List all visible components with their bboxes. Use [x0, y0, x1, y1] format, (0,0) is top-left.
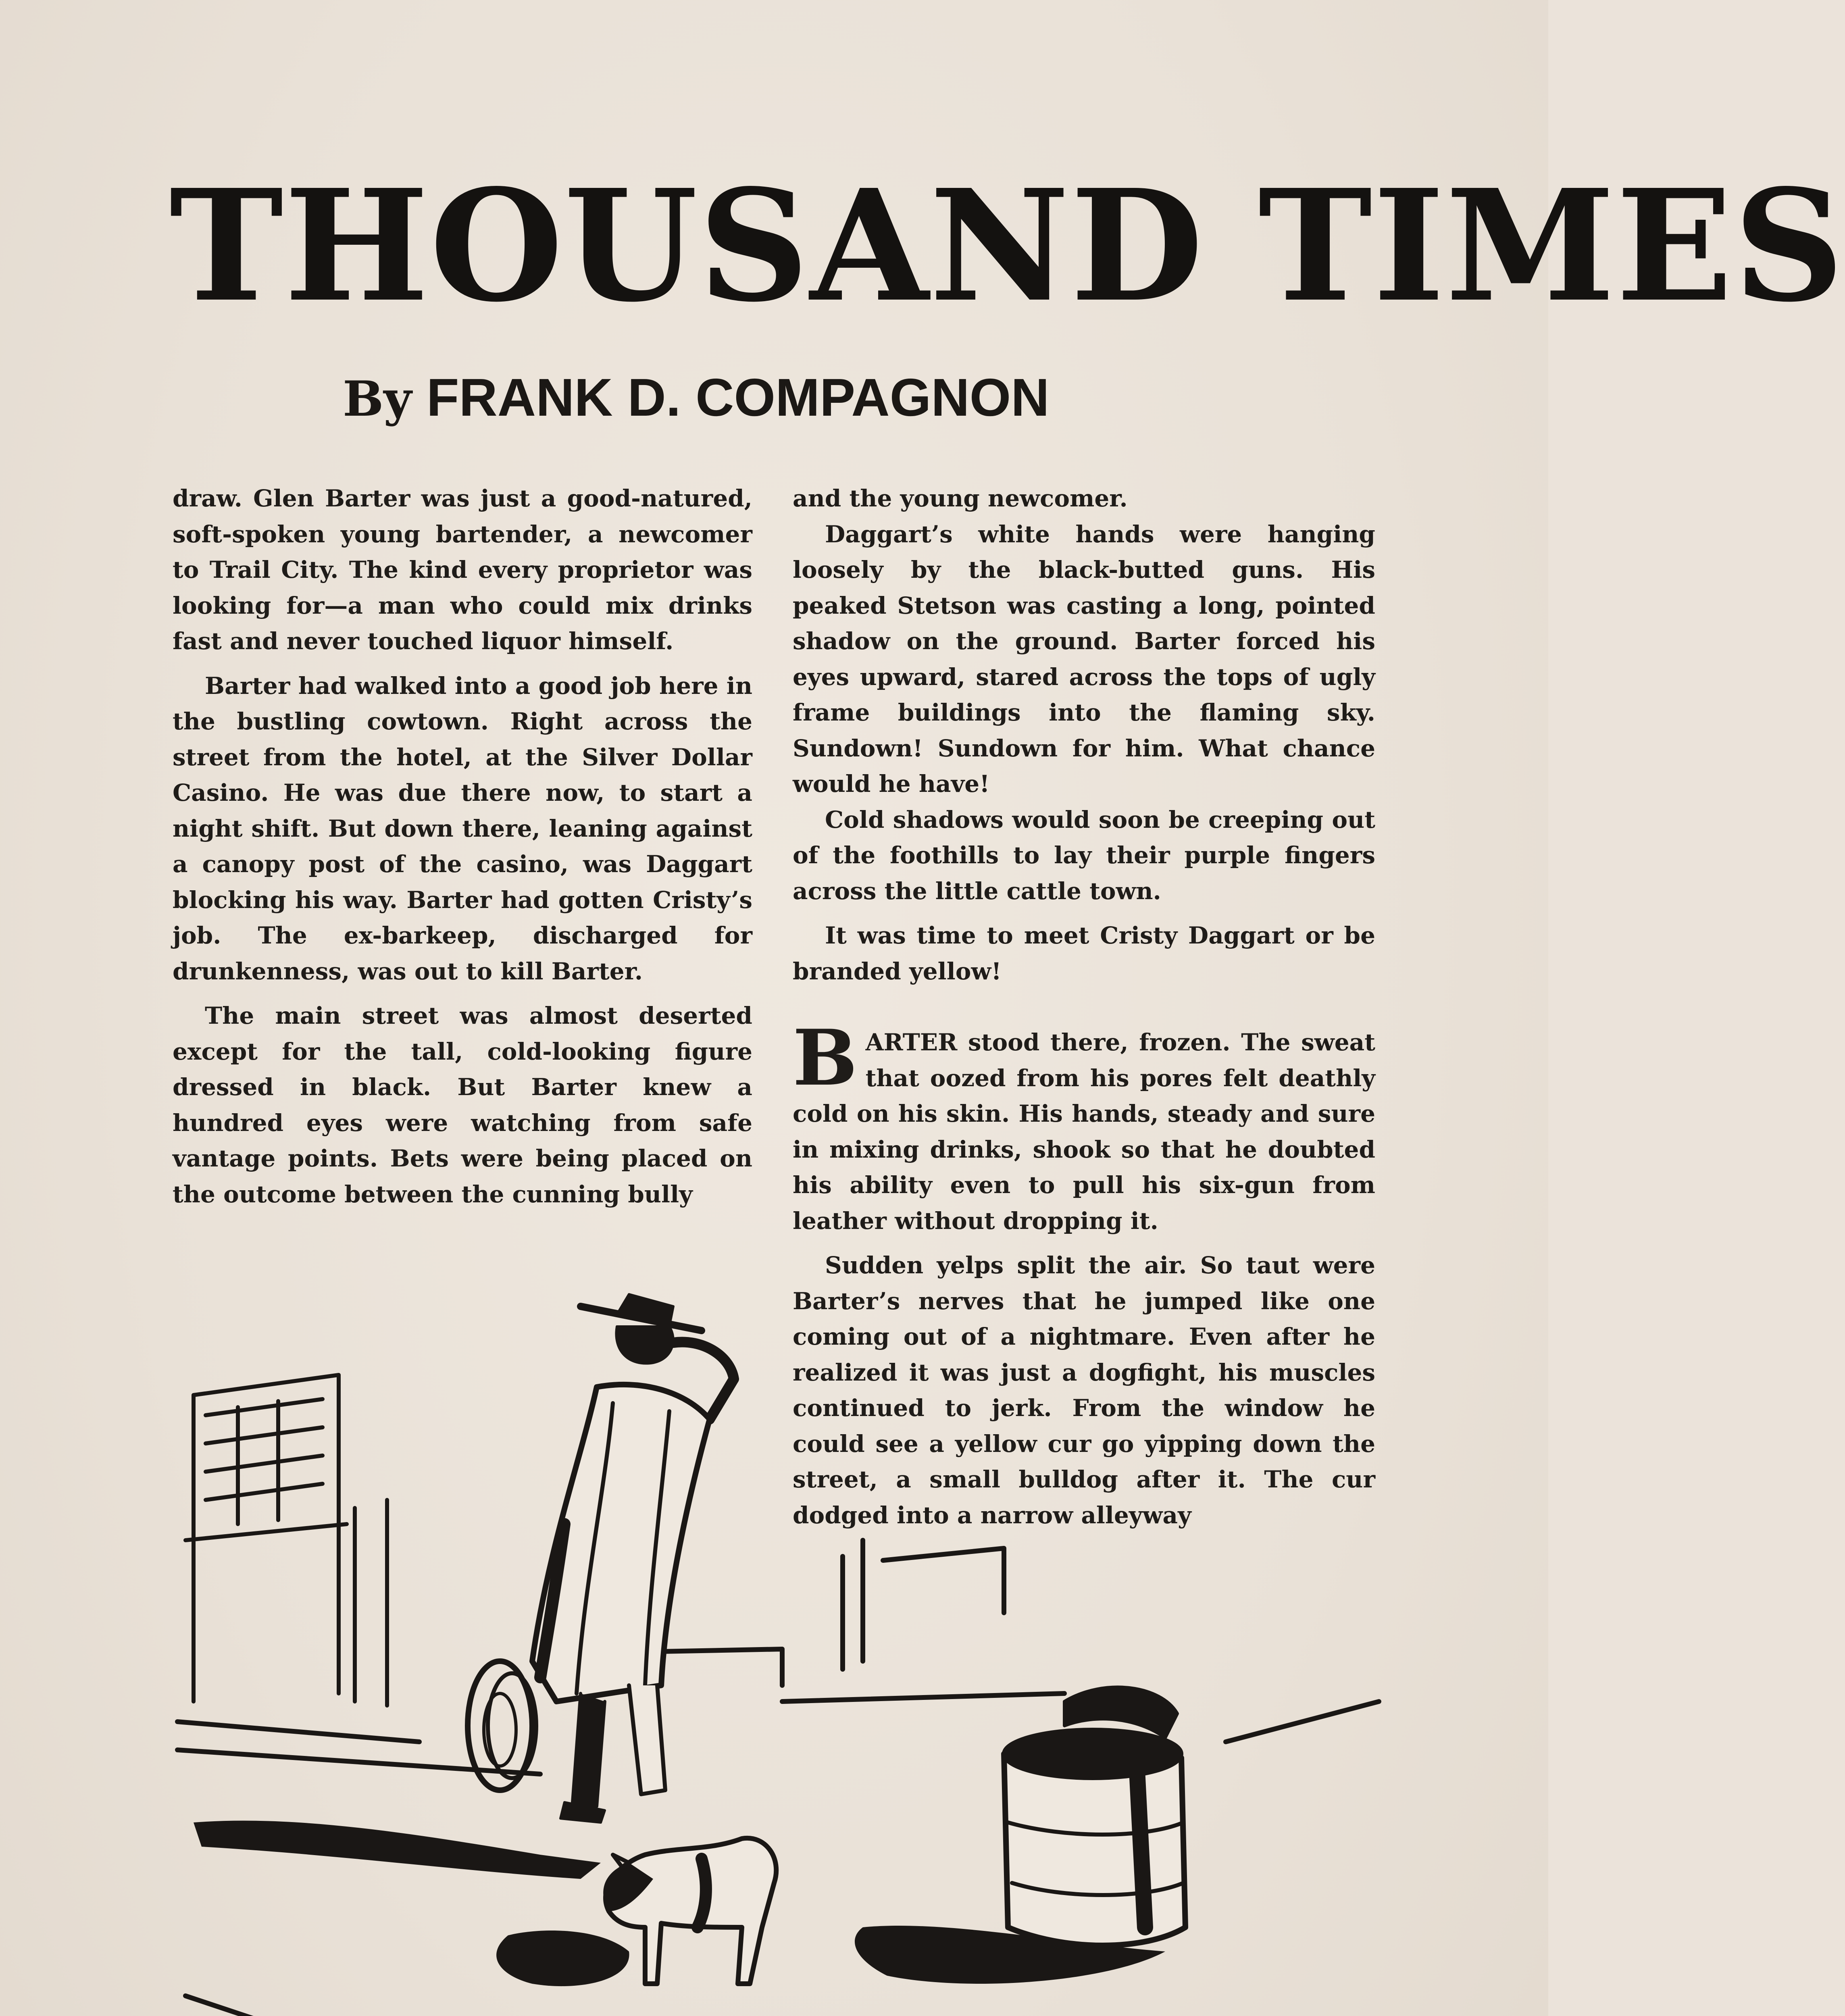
dog-figure [603, 1838, 776, 1984]
cowboy-figure [468, 1294, 734, 1822]
cowboy-shadow [194, 1820, 601, 1879]
story-illustration [177, 1298, 1379, 2016]
paragraph: and the young newcomer. [793, 485, 1128, 512]
section-opening-paragraph [793, 1013, 1375, 1239]
paragraph: Daggart’s white hands were hanging loosely by the black-butted guns. His peaked Stetson was casting a long, pointed shadow on the ground. Barter forced his eyes upward, stared across the tops of ugly frame buildings into the flaming sky. Sundown! Sundown for him. What chance would he have! [793, 520, 1375, 798]
paragraph: It was time to meet Cristy Daggart or be branded yellow! [793, 922, 1375, 985]
building-window [185, 1375, 387, 1706]
byline [343, 368, 1230, 427]
dog-shadow [496, 1931, 629, 1986]
street-lines [177, 1540, 1379, 2016]
byline-by: By [343, 371, 412, 427]
barrel [1004, 1687, 1185, 1945]
drop-cap: B [793, 1013, 858, 1103]
paragraph: Cold shadows would soon be creeping out of the foothills to lay their purple fingers across the little cattle town. [793, 806, 1375, 905]
section-opening-text: ARTER stood there, frozen. The sweat that oozed from his pores felt deathly cold on his skin. His hands, steady and sure in mixing drinks, shook so that he doubted his ability even to pull his six-gun from leather without dropping it. [793, 1029, 1375, 1235]
paragraph: Sudden yelps split the air. So taut were Barter’s nerves that he jumped like one coming out of a nightmare. Even after he realized it was just a dogfight, his muscles continued to jerk. From the window he could see a yellow cur go yipping down the street, a small bulldog after it. The cur dodged into a narrow alleyway [793, 1252, 1375, 1529]
byline-author: FRANK D. COMPAGNON [426, 368, 1050, 427]
story-title: THOUSAND TIMES [169, 156, 1845, 336]
paragraph: The main street was almost deserted except for the tall, cold-looking figure dressed in black. But Barter knew a hundred eyes were watching from safe vantage points. Bets were being placed on the outcome between the cunning bully [173, 1002, 752, 1208]
left-column [173, 481, 752, 1212]
paragraph: Barter had walked into a good job here in the bustling cowtown. Right across the street from the hotel, at the Silver Dollar Casino. He was due there now, to start a night shift. But down there, leaning against a canopy post of the casino, was Daggart blocking his way. Barter had gotten Cristy’s job. The ex-barkeep, discharged for drunkenness, was out to kill Barter. [173, 672, 752, 985]
paragraph: draw. Glen Barter was just a good-natured, soft-spoken young bartender, a newcomer to Trail City. The kind every proprietor was looking for—a man who could mix drinks fast and never touched liquor himself. [173, 485, 752, 655]
